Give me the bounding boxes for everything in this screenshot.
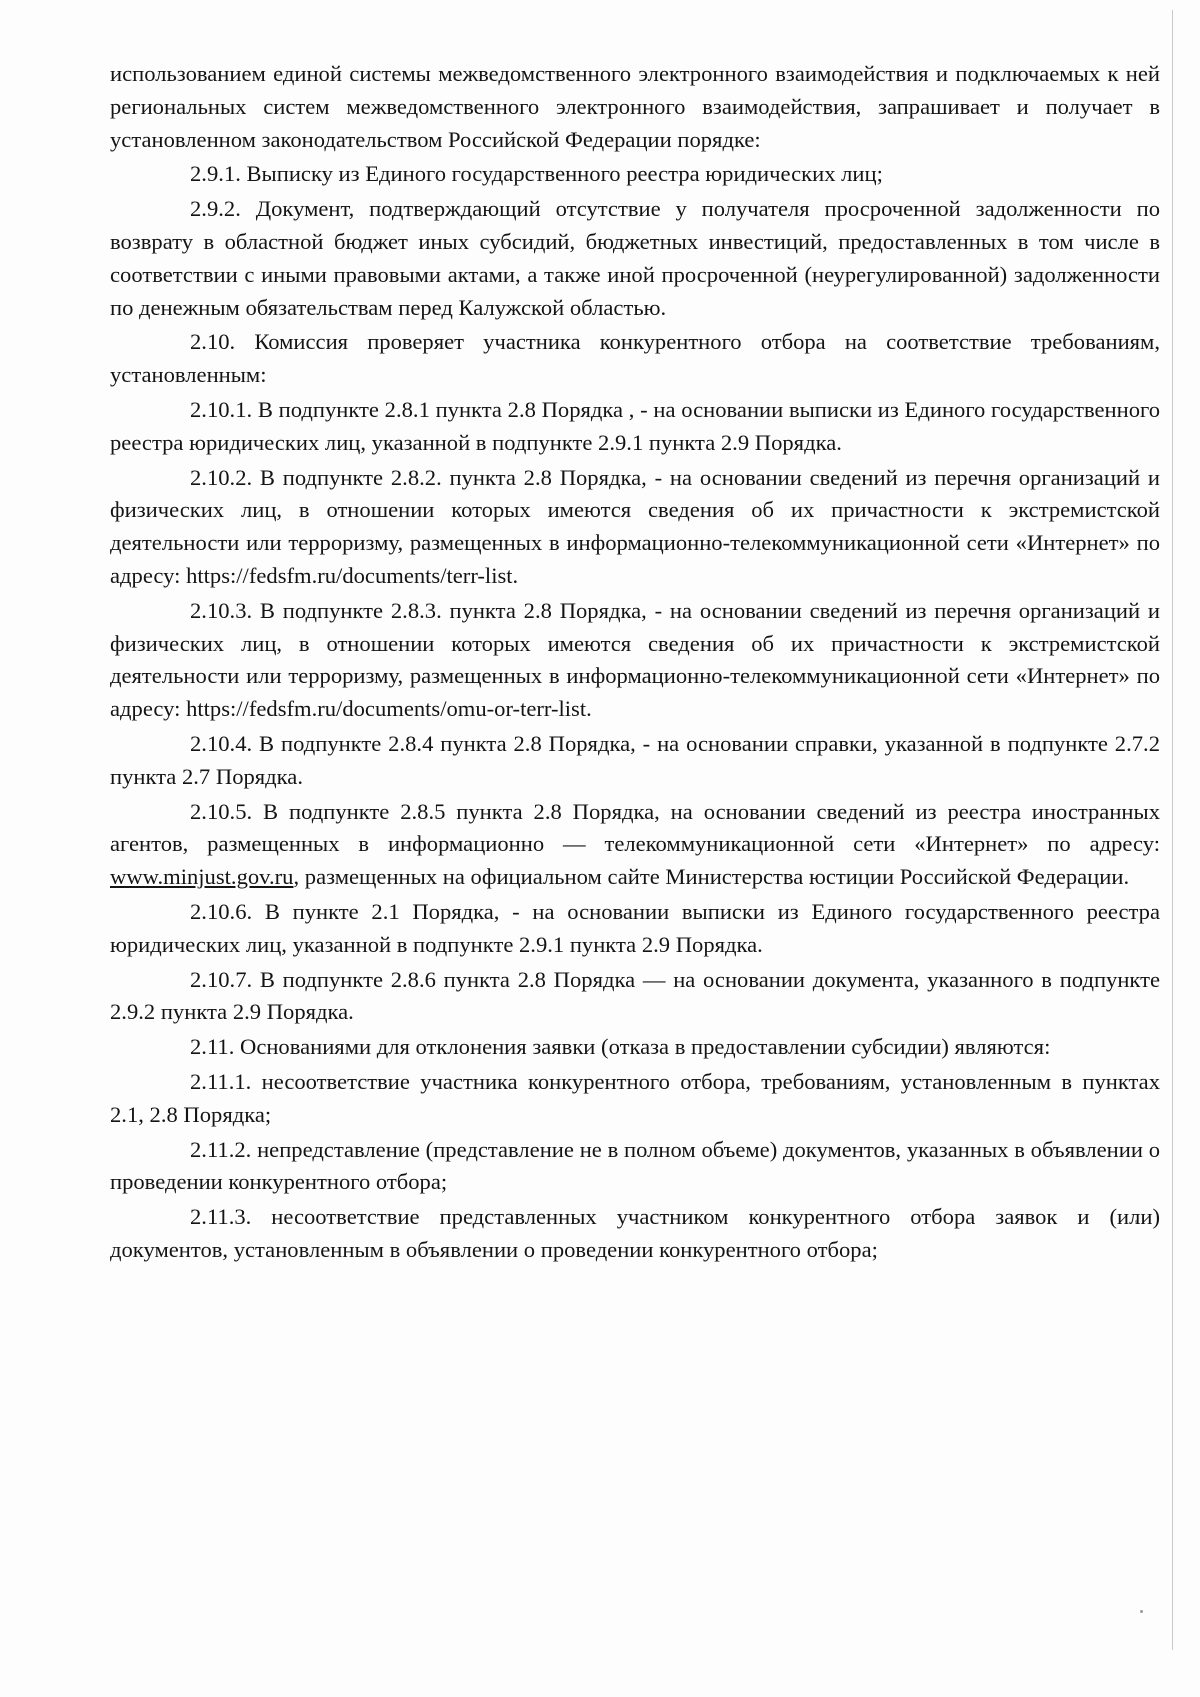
paragraph-2-10-3: 2.10.3. В подпункте 2.8.3. пункта 2.8 Порядка, - на основании сведений из перечня организаций и физических лиц, в отношении которых имеются сведения об их причастности к экстремистской деятельности или терроризму, размещенных в информационно-телекоммуникационной сети «Интернет» по адресу: https://fedsfm.ru/documents/omu-or-terr-list. <box>110 597 1160 722</box>
minjust-link[interactable]: www.minjust.gov.ru <box>110 864 294 890</box>
scan-edge-line <box>1172 10 1173 1650</box>
paragraph-2-11-3: 2.11.3. несоответствие представленных участником конкурентного отбора заявок и (или) документов, установленным в объявлении о проведении конкурентного отбора; <box>110 1204 1160 1262</box>
paragraph-2-10-4: 2.10.4. В подпункте 2.8.4 пункта 2.8 Порядка, - на основании справки, указанной в подпункте 2.7.2 пункта 2.7 Порядка. <box>110 730 1160 789</box>
paragraph-2-11-2: 2.11.2. непредставление (представление не в полном объеме) документов, указанных в объявлении о проведении конкурентного отбора; <box>110 1136 1160 1195</box>
paragraph-2-10: 2.10. Комиссия проверяет участника конкурентного отбора на соответствие требованиям, установленным: <box>110 329 1160 388</box>
paragraph-2-11-1: 2.11.1. несоответствие участника конкурентного отбора, требованиям, установленным в пунктах 2.1, 2.8 Порядка; <box>110 1068 1160 1127</box>
paragraph-2-10-2: 2.10.2. В подпункте 2.8.2. пункта 2.8 Порядка, - на основании сведений из перечня организаций и физических лиц, в отношении которых имеются сведения об их причастности к экстремистской деятельности или терроризму, размещенных в информационно-телекоммуникационной сети «Интернет» по адресу: https://fedsfm.ru/documents/terr-list. <box>110 464 1160 588</box>
document-body <box>110 58 1160 1267</box>
paragraph-2-10-7: 2.10.7. В подпункте 2.8.6 пункта 2.8 Порядка — на основании документа, указанного в подпункте 2.9.2 пункта 2.9 Порядка. <box>110 966 1160 1025</box>
paragraph-2-9-2: 2.9.2. Документ, подтверждающий отсутствие у получателя просроченной задолженности по возврату в областной бюджет иных субсидий, бюджетных инвестиций, предоставленных в том числе в соответствии с иными правовыми актами, а также иной просроченной (неурегулированной) задолженности по денежным обязательствам перед Калужской областью. <box>110 196 1160 320</box>
paragraph-2-10-6: 2.10.6. В пункте 2.1 Порядка, - на основании выписки из Единого государственного реестра юридических лиц, указанной в подпункте 2.9.1 пункта 2.9 Порядка. <box>110 898 1160 957</box>
paragraph-2-10-5 <box>110 796 1160 894</box>
paragraph-2-10-1: 2.10.1. В подпункте 2.8.1 пункта 2.8 Порядка , - на основании выписки из Единого государственного реестра юридических лиц, указанной в подпункте 2.9.1 пункта 2.9 Порядка. <box>110 396 1160 455</box>
paragraph-2-9-1: 2.9.1. Выписку из Единого государственного реестра юридических лиц; <box>190 161 883 187</box>
paragraph-2-10-5-text-before: 2.10.5. В подпункте 2.8.5 пункта 2.8 Порядка, на основании сведений из реестра иностранных агентов, размещенных в информационно — телекоммуникационной сети «Интернет» по адресу: <box>110 798 1160 857</box>
paragraph-intro: использованием единой системы межведомственного электронного взаимодействия и подключаемых к ней региональных систем межведомственного электронного взаимодействия, запрашивает и получает в установленном законодательством Российской Федерации порядке: <box>110 61 1160 152</box>
paragraph-2-10-5-text-after: , размещенных на официальном сайте Министерства юстиции Российской Федерации. <box>293 864 1130 890</box>
paragraph-2-11: 2.11. Основаниями для отклонения заявки (отказа в предоставлении субсидии) являются: <box>190 1034 1051 1060</box>
scan-speck <box>1140 1610 1143 1613</box>
